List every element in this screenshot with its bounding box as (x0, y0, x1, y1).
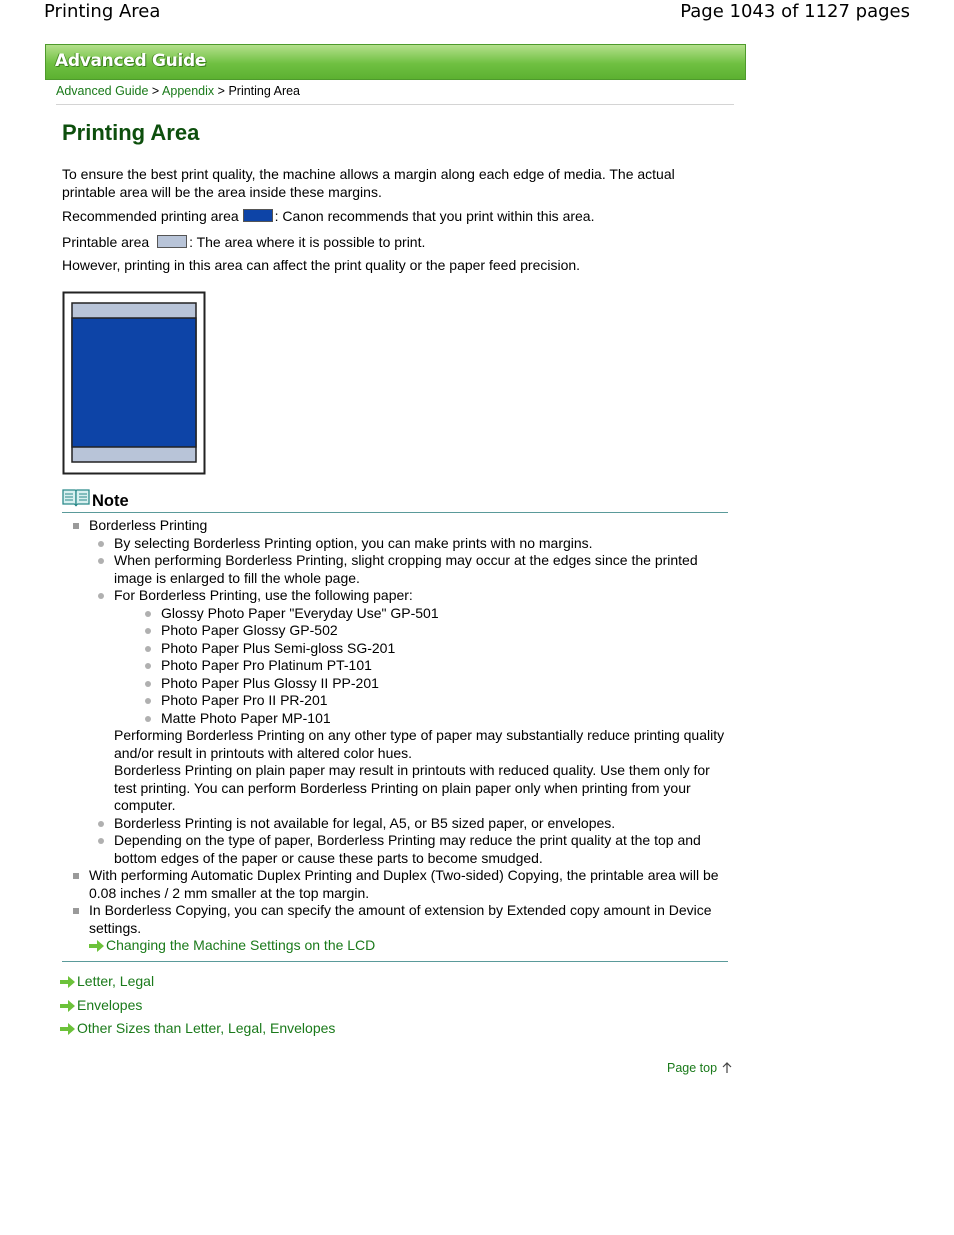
link-label: Envelopes (77, 997, 143, 1013)
printable-area-line (62, 234, 722, 252)
page-top-link[interactable] (667, 1061, 733, 1075)
divider (62, 961, 728, 962)
header-page-info: Page 1043 of 1127 pages (680, 1, 910, 22)
breadcrumb-appendix[interactable]: Appendix (162, 84, 215, 98)
note-item-text: In Borderless Copying, you can specify the amount of extension by Extended copy amount in Device settings. (89, 902, 712, 936)
sub-list (89, 535, 732, 868)
breadcrumb-current: Printing Area (228, 84, 301, 98)
recommended-area-line (62, 208, 722, 226)
printable-swatch (157, 235, 187, 248)
printable-label: Printable area (62, 234, 150, 250)
paper-item: Photo Paper Pro II PR-201 (114, 692, 732, 710)
recommended-label: Recommended printing area (62, 208, 239, 224)
link-label: Other Sizes than Letter, Legal, Envelopes (77, 1020, 336, 1036)
list-item: Borderless Printing is not available for legal, A5, or B5 sized paper, or envelopes. (89, 815, 732, 833)
list-item (62, 902, 732, 955)
link-label: Letter, Legal (77, 973, 155, 989)
list-item: When performing Borderless Printing, slight cropping may occur at the edges since the printed image is enlarged to fill the whole page. (89, 552, 732, 587)
paper-item: Photo Paper Plus Glossy II PP-201 (114, 675, 732, 693)
header-title: Printing Area (44, 1, 161, 22)
paper-item: Photo Paper Glossy GP-502 (114, 622, 732, 640)
note-paragraph: Performing Borderless Printing on any other type of paper may substantially reduce printing quality and/or result in printouts with altered color hues. (114, 727, 725, 761)
note-paragraph: Borderless Printing on plain paper may result in printouts with reduced quality. Use them only for test printing. You can perform Borderless Printing on plain paper only when printing from your computer. (114, 762, 710, 813)
related-link-envelopes[interactable] (60, 997, 142, 1013)
breadcrumb (56, 84, 300, 98)
list-item: With performing Automatic Duplex Printing and Duplex (Two-sided) Copying, the printable area will be 0.08 inches / 2 mm smaller at the top margin. (62, 867, 732, 902)
recommended-swatch (243, 209, 273, 222)
advanced-guide-banner (45, 44, 746, 80)
page-top-label: Page top (667, 1061, 718, 1075)
arrow-up-icon (721, 1062, 733, 1074)
note-item-text: Borderless Printing (89, 517, 208, 533)
lcd-settings-link[interactable] (89, 937, 375, 953)
list-item (62, 517, 732, 867)
recommended-area-shape (72, 318, 196, 447)
paper-item: Matte Photo Paper MP-101 (114, 710, 732, 728)
intro-text: To ensure the best print quality, the machine allows a margin along each edge of media. The actual printable area will be the area inside these margins. (62, 166, 675, 200)
breadcrumb-separator: > (217, 84, 225, 98)
page-header (0, 0, 954, 30)
list-item: By selecting Borderless Printing option, you can make prints with no margins. (89, 535, 732, 553)
link-label: Changing the Machine Settings on the LCD (106, 937, 376, 953)
list-item: Depending on the type of paper, Borderless Printing may reduce the print quality at the top and bottom edges of the paper or cause these parts to become smudged. (89, 832, 732, 867)
note-book-icon (62, 488, 90, 508)
sub-item-text: For Borderless Printing, use the following paper: (114, 587, 413, 603)
printing-area-diagram (62, 291, 207, 476)
note-heading: Note (92, 492, 129, 510)
banner-label: Advanced Guide (55, 51, 207, 71)
related-link-letter-legal[interactable] (60, 973, 154, 989)
printable-desc: : The area where it is possible to print. (189, 234, 426, 250)
arrow-right-icon (60, 1000, 75, 1012)
related-link-other-sizes[interactable] (60, 1020, 335, 1036)
page-title: Printing Area (62, 120, 200, 145)
divider (56, 104, 734, 105)
breadcrumb-separator: > (151, 84, 160, 98)
arrow-right-icon (60, 976, 75, 988)
paper-item: Glossy Photo Paper "Everyday Use" GP-501 (114, 605, 732, 623)
paper-item: Photo Paper Pro Platinum PT-101 (114, 657, 732, 675)
arrow-right-icon (89, 940, 104, 952)
breadcrumb-advanced-guide[interactable]: Advanced Guide (56, 84, 149, 98)
note-header (62, 488, 728, 513)
paper-list (114, 605, 732, 728)
note-list (62, 517, 732, 955)
list-item (89, 587, 732, 815)
paper-item: Photo Paper Plus Semi-gloss SG-201 (114, 640, 732, 658)
recommended-desc: : Canon recommends that you print within this area. (274, 208, 595, 224)
note-content (62, 517, 732, 955)
arrow-right-icon (60, 1023, 75, 1035)
however-text: However, printing in this area can affect the print quality or the paper feed precision. (62, 257, 581, 273)
